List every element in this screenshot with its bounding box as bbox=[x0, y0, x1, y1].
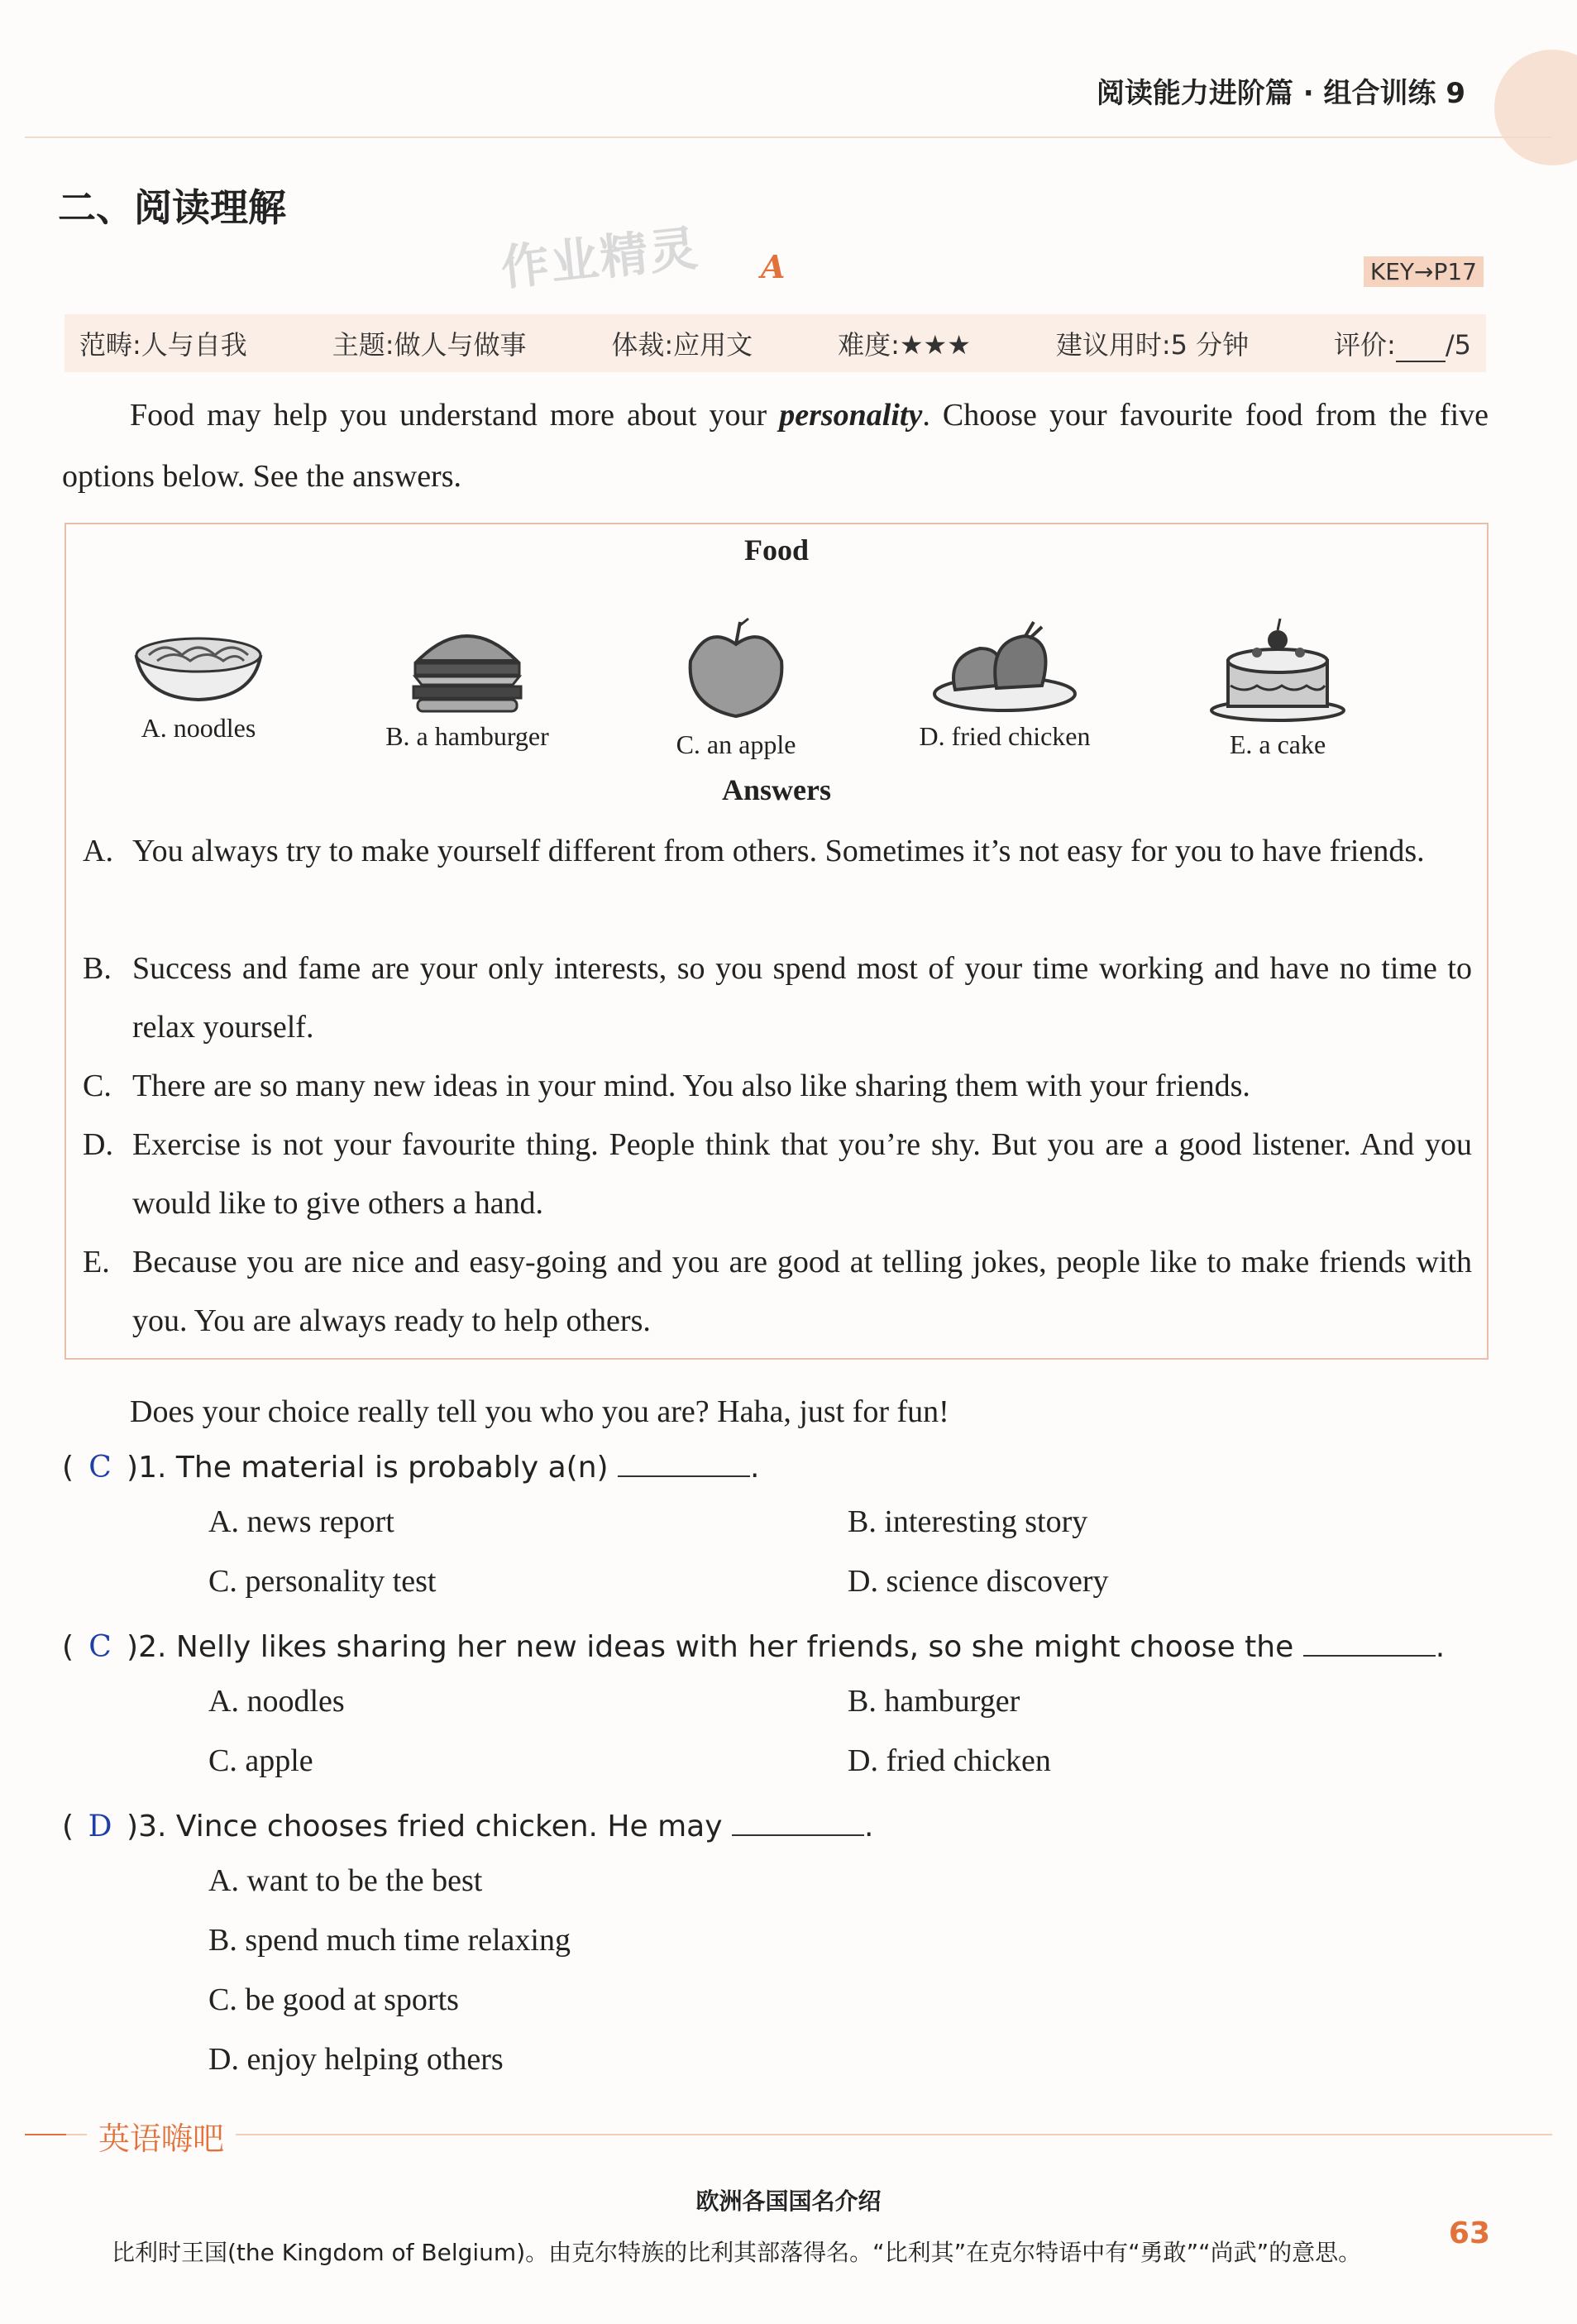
q2-option-d[interactable]: D. fried chicken bbox=[848, 1743, 1051, 1778]
question-3: ( D )3. Vince chooses fried chicken. He may . bbox=[62, 1805, 873, 1843]
footer-dash bbox=[25, 2134, 66, 2135]
answer-blank[interactable] bbox=[732, 1805, 864, 1836]
food-option-b: B. a hamburger bbox=[360, 615, 575, 752]
q3-option-a[interactable]: A. want to be the best bbox=[208, 1863, 483, 1898]
q3-option-b[interactable]: B. spend much time relaxing bbox=[208, 1923, 571, 1958]
passage-letter: A bbox=[761, 248, 786, 285]
fried-chicken-icon bbox=[930, 615, 1079, 715]
header-divider bbox=[25, 136, 1552, 138]
keyword: personality bbox=[779, 398, 923, 433]
noodles-icon bbox=[128, 615, 269, 706]
q1-option-d[interactable]: D. science discovery bbox=[848, 1564, 1109, 1599]
q3-option-d[interactable]: D. enjoy helping others bbox=[208, 2042, 504, 2077]
exercise-info-bar bbox=[65, 314, 1486, 372]
q2-option-a[interactable]: A. noodles bbox=[208, 1684, 345, 1719]
q2-option-b[interactable]: B. hamburger bbox=[848, 1684, 1020, 1719]
page-number: 63 bbox=[1448, 2216, 1490, 2250]
section-title: 二、阅读理解 bbox=[58, 185, 286, 230]
answer-key-tag: KEY→P17 bbox=[1364, 256, 1484, 287]
answer-mark[interactable]: C bbox=[88, 1630, 112, 1664]
apple-icon bbox=[682, 615, 790, 723]
outro-paragraph: Does your choice really tell you who you are? Haha, just for fun! bbox=[130, 1394, 949, 1429]
q1-option-c[interactable]: C. personality test bbox=[208, 1564, 437, 1599]
score-blank[interactable] bbox=[1396, 334, 1446, 362]
food-option-a: A. noodles bbox=[91, 615, 306, 744]
answer-blank[interactable] bbox=[1303, 1625, 1436, 1657]
theme: 主题:做人与做事 bbox=[332, 329, 527, 361]
answer-b: B. Success and fame are your only interests, so you spend most of your time working and have no time to relax yourself. bbox=[83, 951, 1472, 1045]
answer-c: C. There are so many new ideas in your mind. You also like sharing them with your friends. bbox=[83, 1069, 1250, 1103]
suggested-time: 建议用时:5 分钟 bbox=[1055, 329, 1250, 361]
food-box bbox=[65, 523, 1489, 1360]
q1-option-a[interactable]: A. news report bbox=[208, 1504, 394, 1539]
footer-label: 英语嗨吧 bbox=[87, 2113, 236, 2159]
answer-a: A. You always try to make yourself different from others. Sometimes it’s not easy for you to have friends. bbox=[83, 834, 1425, 868]
question-2: ( C )2. Nelly likes sharing her new ideas with her friends, so she might choose the . bbox=[62, 1625, 1445, 1664]
difficulty: 难度:★★★ bbox=[838, 329, 971, 361]
question-1: ( C )1. The material is probably a(n) . bbox=[62, 1446, 759, 1485]
answer-blank[interactable] bbox=[618, 1446, 750, 1477]
answer-d: D. Exercise is not your favourite thing. People think that you’re shy. But you are a good listener. And you would like to give others a hand. bbox=[83, 1127, 1472, 1221]
food-option-d: D. fried chicken bbox=[897, 615, 1112, 752]
score: 评价: /5 bbox=[1334, 329, 1471, 361]
intro-paragraph: Food may help you understand more about your personality. Choose your favourite food from the five options below. See the answers. bbox=[62, 398, 1489, 494]
answer-mark[interactable]: D bbox=[88, 1810, 112, 1843]
q2-option-c[interactable]: C. apple bbox=[208, 1743, 313, 1778]
hamburger-icon bbox=[405, 615, 529, 715]
q3-option-c[interactable]: C. be good at sports bbox=[208, 1982, 459, 2017]
food-heading: Food bbox=[743, 533, 809, 567]
footer-divider bbox=[25, 2134, 1552, 2135]
corner-decoration bbox=[1494, 50, 1577, 165]
footer-subtitle: 欧洲各国国名介绍 bbox=[695, 2188, 882, 2215]
watermark: 作业精灵 bbox=[498, 219, 702, 297]
food-option-c: C. an apple bbox=[628, 615, 843, 760]
answers-heading: Answers bbox=[722, 773, 831, 806]
answer-e: E. Because you are nice and easy-going and you are good at telling jokes, people like to make friends with you. You are always ready to help others. bbox=[83, 1245, 1472, 1338]
cake-icon bbox=[1207, 615, 1348, 723]
food-option-e: E. a cake bbox=[1170, 615, 1385, 760]
category: 范畴:人与自我 bbox=[79, 329, 247, 361]
q1-option-b[interactable]: B. interesting story bbox=[848, 1504, 1088, 1539]
footer-text: 比利时王国(the Kingdom of Belgium)。由克尔特族的比利其部落得名。“比利其”在克尔特语中有“勇敢”“尚武”的意思。 bbox=[112, 2239, 1362, 2266]
genre: 体裁:应用文 bbox=[611, 329, 753, 361]
header-title: 阅读能力进阶篇 · 组合训练 9 bbox=[1096, 77, 1465, 110]
answer-mark[interactable]: C bbox=[88, 1451, 112, 1485]
